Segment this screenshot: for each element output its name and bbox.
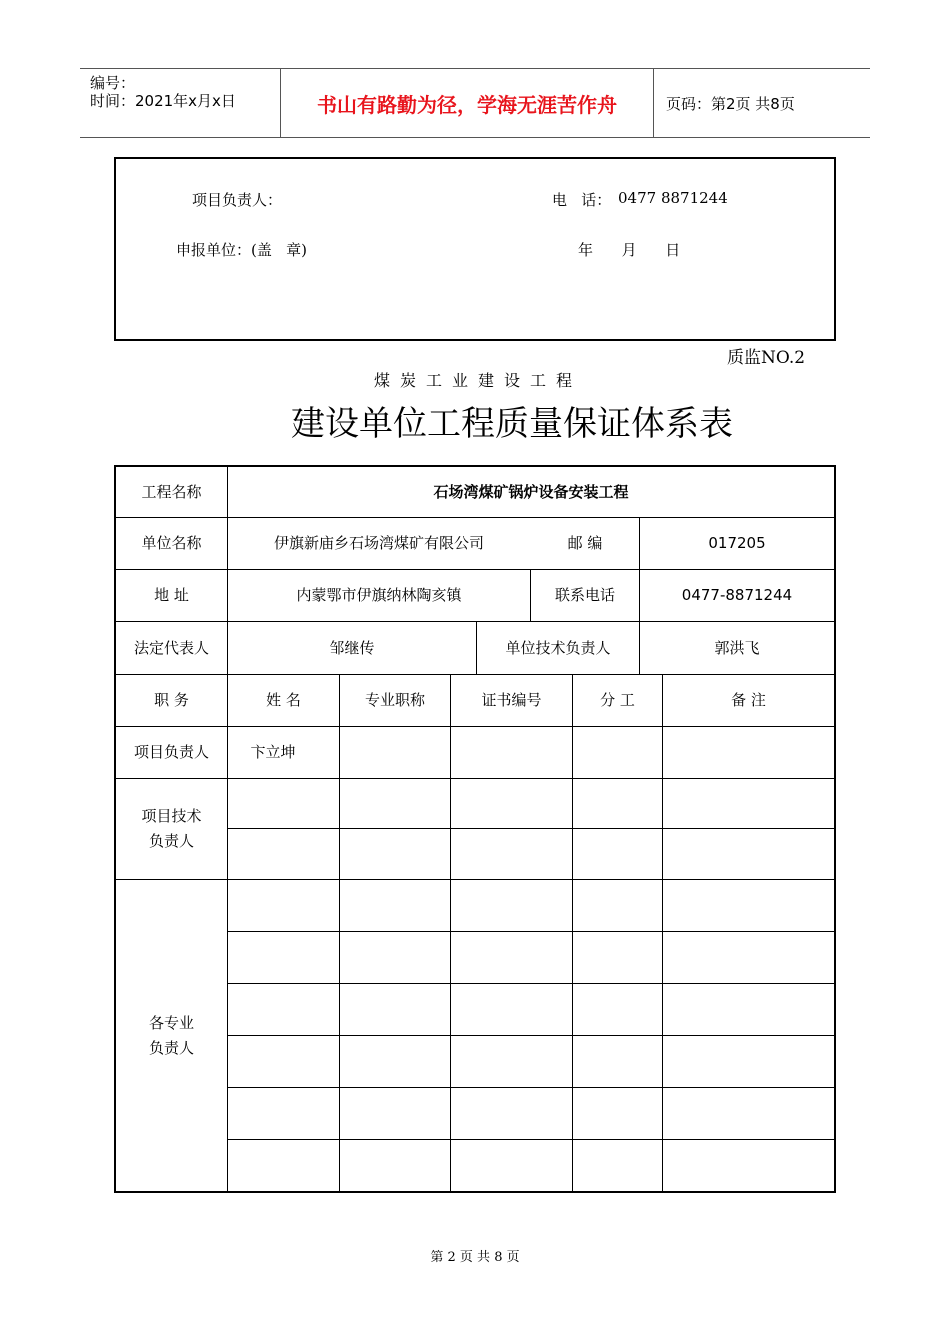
column-header: 专业职称 xyxy=(364,691,425,709)
column-header: 备 注 xyxy=(731,691,766,709)
tech-leader-value: 郭洪飞 xyxy=(714,638,760,657)
column-header: 姓 名 xyxy=(266,691,301,709)
signature-box xyxy=(114,157,836,341)
quality-assurance-table xyxy=(114,465,836,1193)
contact-phone-label: 联系电话 xyxy=(554,586,615,604)
phone-value: 0477 8871244 xyxy=(618,189,728,207)
project-leader-role: 项目负责人 xyxy=(133,743,209,761)
unit-name-value: 伊旗新庙乡石场湾煤矿有限公司 xyxy=(273,534,484,552)
tech-leader-role-line1: 项目技术 xyxy=(141,807,202,825)
specialty-leader-role-line1: 各专业 xyxy=(148,1013,194,1032)
address-label: 地 址 xyxy=(154,586,189,604)
number-label: 编号： xyxy=(90,74,136,92)
form-title: 建设单位工程质量保证体系表 xyxy=(291,404,733,444)
unit-name-label: 单位名称 xyxy=(141,534,202,552)
specialty-leader-role xyxy=(116,880,227,1191)
project-leader-label: 项目负责人： xyxy=(192,191,283,209)
legal-rep-label: 法定代表人 xyxy=(133,638,209,657)
column-header: 证书编号 xyxy=(481,691,542,709)
address-value: 内蒙鄂市伊旗纳林陶亥镇 xyxy=(296,586,462,604)
unit-label: 申报单位：(盖 章) xyxy=(176,241,308,259)
specialty-leader-role-line2: 负责人 xyxy=(148,1038,194,1057)
postcode-value: 017205 xyxy=(708,534,766,552)
form-code: 质监NO.2 xyxy=(727,348,806,368)
column-header: 分 工 xyxy=(600,691,635,709)
page-header xyxy=(80,68,870,138)
tech-leader-role-line2: 负责人 xyxy=(148,832,194,850)
date-text: 年 月 日 xyxy=(578,241,681,259)
tech-leader-role xyxy=(116,779,227,879)
tech-leader-label: 单位技术负责人 xyxy=(505,638,611,657)
page-footer: 第 2 页 共 8 页 xyxy=(430,1250,520,1265)
column-header: 职 务 xyxy=(154,691,189,709)
project-leader-name: 卞立坤 xyxy=(250,743,296,761)
form-subtitle: 煤炭工业建设工程 xyxy=(373,371,582,390)
phone-label: 电 话： xyxy=(552,191,612,209)
legal-rep-value: 邹继传 xyxy=(329,638,375,657)
postcode-label: 邮 编 xyxy=(567,534,603,552)
header-meta xyxy=(80,69,281,137)
contact-phone-value: 0477-8871244 xyxy=(681,586,793,604)
motto: 书山有路勤为径，学海无涯苦作舟 xyxy=(281,69,654,137)
project-name-label: 工程名称 xyxy=(141,482,202,501)
time-label: 时间：2021年x月x日 xyxy=(90,92,236,110)
project-name-value: 石场湾煤矿锅炉设备安装工程 xyxy=(433,482,629,501)
page-info: 页码：第2页 共8页 xyxy=(666,95,795,113)
